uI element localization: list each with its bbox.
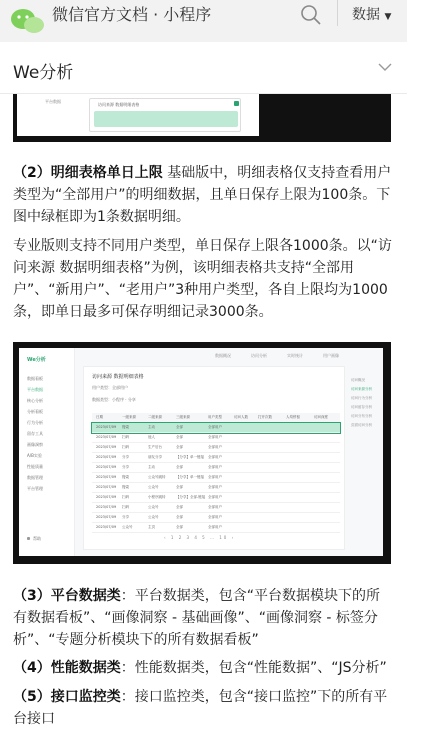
screenshot-sidebar	[19, 348, 75, 556]
screenshot-card	[89, 98, 241, 132]
screenshot-table-row	[92, 463, 340, 473]
screenshot-table-cell: 扫码	[122, 505, 129, 509]
screenshot-table-row	[92, 513, 340, 523]
screenshot-table-cell: 扫码	[122, 445, 129, 449]
screenshot-table-cell: 【分享】单一链接	[176, 475, 204, 479]
screenshot-table-cell: 扫码	[122, 495, 129, 499]
screenshot-table-cell: 搜索	[122, 475, 129, 479]
data-menu-button[interactable]	[352, 4, 391, 24]
brand-title[interactable]: 微信官方文档 · 小程序	[52, 5, 212, 24]
screenshot-main-panel	[83, 366, 345, 550]
paragraph-api-monitor	[13, 686, 393, 730]
screenshot-nav-item: A/B实验	[27, 453, 42, 458]
screenshot-table-cell: 全部	[176, 435, 183, 439]
screenshot-table-header-cell: 日期	[96, 415, 103, 419]
screenshot-table-cell: 主页	[148, 525, 155, 529]
screenshot-table-header-cell: 二级来源	[148, 415, 162, 419]
screenshot-table-cell: 全部	[176, 525, 183, 529]
screenshot-table-cell: 全部用户	[208, 515, 222, 519]
screenshot-nav-item: 画像洞察	[27, 442, 43, 447]
screenshot-table-row	[92, 493, 340, 503]
screenshot-filter-data: 数据类型：小程序 · 分享	[92, 397, 136, 402]
screenshot-nav-item: 平台数据	[27, 387, 43, 392]
paragraph-platform-data	[13, 585, 393, 651]
screenshot-table-cell: 公众号跳转	[148, 475, 166, 479]
highlighted-row	[94, 111, 238, 127]
divider	[337, 0, 338, 26]
screenshot-tab: 实时统计	[287, 353, 303, 358]
doc-screenshot-2	[13, 342, 391, 564]
screenshot-table-cell: 朋友分享	[148, 455, 162, 459]
screenshot-table-cell: 全部用户	[208, 425, 222, 429]
screenshot-table-cell: 2023/07/09	[96, 455, 117, 459]
screenshot-table-cell: 2023/07/09	[96, 465, 117, 469]
screenshot-table-cell: 全部用户	[208, 505, 222, 509]
screenshot-nav-item: 核心分析	[27, 398, 43, 403]
screenshot-table-header-cell: 访问深度	[314, 415, 328, 419]
screenshot-table-cell: 2023/07/09	[96, 445, 117, 449]
screenshot-table-header-cell: 用户类型	[208, 415, 222, 419]
screenshot-table-header-cell: 人均停留	[286, 415, 300, 419]
screenshot-pagination: ‹ 1 2 3 4 5 … 10 ›	[164, 535, 236, 540]
screenshot-nav-item: 性能质量	[27, 464, 43, 469]
text-pro-version: 专业版则支持不同用户类型，单日保存上限各1000条。以“访问来源 数据明细表格”为例，该明细表格共支持“全部用户”、“新用户”、“老用户”3种用户类型，各自上限均为1000条，即单日最多可保存明细记录3000条。	[13, 238, 392, 320]
screenshot-table-row	[92, 433, 340, 443]
screenshot-table-cell: 全部用户	[208, 435, 222, 439]
top-bar	[0, 0, 407, 42]
screenshot-card-title: 访问来源 数据明细表格	[98, 102, 140, 107]
screenshot-table-cell: 2023/07/09	[96, 525, 117, 529]
screenshot-table-row	[92, 483, 340, 493]
screenshot-nav-item: 留存工具	[27, 431, 43, 436]
screenshot-table-cell: 全部用户	[208, 485, 222, 489]
screenshot-nav-item: 数据管理	[27, 475, 43, 480]
screenshot-table-cell: 他人	[148, 435, 155, 439]
caret-down-icon: ▼	[384, 12, 392, 22]
screenshot-table-cell: 2023/07/09	[96, 495, 117, 499]
screenshot-table-cell: 2023/07/09	[96, 515, 117, 519]
screenshot-table-cell: 2023/07/09	[96, 435, 117, 439]
screenshot-table-row	[92, 473, 340, 483]
screenshot-table-header-cell: 三级来源	[176, 415, 190, 419]
heading-detail-limit: （2）明细表格单日上限	[13, 165, 163, 181]
screenshot-nav-help: 帮助	[27, 536, 41, 542]
screenshot-filter-user: 用户类型：全部用户	[92, 385, 128, 390]
screenshot-table-cell: 全部	[176, 485, 183, 489]
screenshot-side-label: 平台数据	[45, 99, 61, 104]
heading-platform-data: （3）平台数据类	[13, 588, 121, 604]
data-menu-label: 数据	[352, 7, 380, 23]
screenshot-table-cell: 生产后台	[148, 445, 162, 449]
screenshot-table-cell: 主动	[148, 465, 155, 469]
screenshot-table-cell: 全部	[176, 445, 183, 449]
screenshot-table-cell: 全部用户	[208, 465, 222, 469]
paragraph-pro-version	[13, 235, 393, 323]
paragraph-detail-limit	[13, 162, 393, 228]
screenshot-table-row	[92, 503, 340, 513]
screenshot-logo: We分析	[27, 357, 46, 363]
screenshot-table-cell: 全部	[176, 425, 183, 429]
screenshot-table-cell: 全部用户	[208, 455, 222, 459]
screenshot-right-link: 访问行为分析	[351, 396, 372, 400]
screenshot-table-cell: 2023/07/09	[96, 505, 117, 509]
screenshot-nav-item: 数据看板	[27, 376, 43, 381]
check-icon	[234, 101, 239, 106]
paragraph-performance-data	[13, 657, 393, 679]
screenshot-frame	[17, 94, 259, 136]
screenshot-table-cell: 全部	[176, 505, 183, 509]
screenshot-top-tabs	[75, 348, 383, 362]
screenshot-table-header-cell: 打开次数	[258, 415, 272, 419]
section-header[interactable]	[0, 42, 407, 94]
screenshot-table-cell: 【分享】全部-链接	[176, 495, 206, 499]
screenshot-right-link: 访问留存分析	[351, 405, 372, 409]
screenshot-right-link: 访问来源分析	[351, 387, 372, 391]
screenshot-table-cell: 全部用户	[208, 475, 222, 479]
screenshot-table-cell: 分享	[122, 455, 129, 459]
doc-screenshot-1	[13, 94, 391, 142]
section-title: We分析	[13, 63, 74, 83]
screenshot-sidebar	[21, 96, 71, 134]
screenshot-tab: 访问分析	[251, 353, 267, 358]
screenshot-table-cell: 分享	[122, 515, 129, 519]
screenshot-table-cell: 搜索	[122, 485, 129, 489]
screenshot-table-cell: 2023/07/09	[96, 485, 117, 489]
screenshot-right-links	[351, 378, 381, 432]
screenshot-tab: 用户画像	[323, 353, 339, 358]
text-detail-limit: 基础版中，明细表格仅支持查看用户类型为“全部用户”的明细数据，且单日保存上限为100条。下图中绿框即为1条数据明细。	[13, 165, 392, 225]
screenshot-table-row	[92, 443, 340, 453]
screenshot-tab: 数据概况	[215, 353, 231, 358]
screenshot-table-row	[92, 423, 340, 433]
screenshot-table-cell: 公众号	[148, 515, 159, 519]
screenshot-table-cell: 小程序跳转	[148, 495, 166, 499]
screenshot-table-row	[92, 453, 340, 463]
heading-performance-data: （4）性能数据类	[13, 660, 121, 676]
text-performance-data: ：性能数据类，包含“性能数据”、“JS分析”	[120, 660, 387, 676]
search-icon[interactable]	[299, 3, 323, 27]
screenshot-table-cell: 主动	[148, 425, 155, 429]
chevron-down-icon[interactable]	[378, 62, 392, 72]
heading-api-monitor: （5）接口监控类	[13, 689, 121, 705]
screenshot-table-cell: 公众号	[148, 505, 159, 509]
screenshot-table-cell: 全部用户	[208, 445, 222, 449]
screenshot-table-cell: 公众号	[148, 485, 159, 489]
screenshot-right-link: 访问分布分析	[351, 414, 372, 418]
screenshot-table-cell: 公众号	[122, 525, 133, 529]
screenshot-table-cell: 2023/07/09	[96, 425, 117, 429]
screenshot-table-cell: 【分享】单一链接	[176, 455, 204, 459]
screenshot-nav-item: 分析看板	[27, 409, 43, 414]
screenshot-title: 访问来源 数据明细表格	[92, 374, 144, 380]
screenshot-table-cell: 搜索	[122, 425, 129, 429]
screenshot-table-cell: 全部用户	[208, 525, 222, 529]
screenshot-table-cell: 2023/07/09	[96, 475, 117, 479]
screenshot-nav-item: 平台管理	[27, 486, 43, 491]
screenshot-table-row	[92, 523, 340, 533]
text-platform-data: ：平台数据类，包含“平台数据模块下的所有数据看板”、“画像洞察 - 基础画像”、“画像洞察 - 标签分析”、“专题分析模块下的所有数据看板”	[13, 588, 381, 648]
screenshot-table-cell: 扫码	[122, 435, 129, 439]
screenshot-frame	[19, 348, 383, 556]
screenshot-table-cell: 分享	[122, 465, 129, 469]
screenshot-table-header-cell: 访问人数	[234, 415, 248, 419]
screenshot-table	[92, 413, 340, 533]
text-api-monitor: ：接口监控类，包含“接口监控”下的所有平台接口	[13, 689, 388, 727]
screenshot-table-header-cell: 一级来源	[122, 415, 136, 419]
screenshot-right-link: 访问概况	[351, 378, 365, 382]
screenshot-table-cell: 全部用户	[208, 495, 222, 499]
wechat-logo-icon[interactable]	[8, 6, 48, 36]
screenshot-nav-item: 行为分析	[27, 420, 43, 425]
screenshot-table-cell: 全部	[176, 465, 183, 469]
screenshot-table-cell: 全部	[176, 515, 183, 519]
screenshot-right-link: 页面访问分析	[351, 423, 372, 427]
screenshot-table-header	[92, 413, 340, 423]
